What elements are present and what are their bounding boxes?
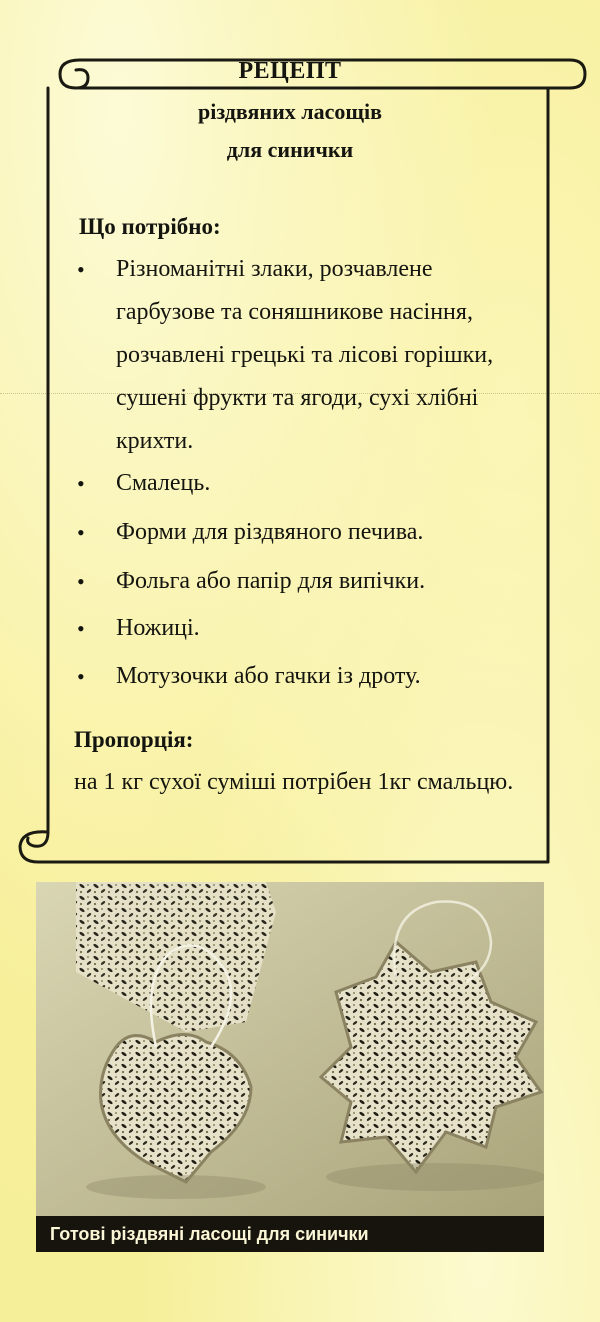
bullet-icon: • (77, 664, 85, 689)
ingredient-text: Різноманітні злаки, розчавлене гарбузове та соняшникове насіння, розчавлені грецькі та лісові горішки, сушені фрукти та ягоди, сухі хлібні крихти. (116, 256, 494, 454)
recipe-title: РЕЦЕПТ (238, 58, 342, 84)
bullet-icon: • (77, 471, 85, 496)
ingredient-text: Ножиці. (116, 615, 200, 641)
bullet-icon: • (77, 569, 85, 594)
recipe-subtitle-line1: різдвяних ласощів (198, 99, 382, 124)
recipe-subtitle-line2: для синички (226, 137, 354, 162)
proportion-heading: Пропорція: (74, 727, 194, 752)
ingredient-text: Смалець. (116, 470, 211, 496)
bullet-icon: • (77, 257, 85, 282)
ingredient-text: Мотузочки або гачки із дроту. (116, 663, 421, 689)
bullet-icon: • (77, 520, 85, 545)
bullet-icon: • (77, 616, 85, 641)
treats-photo-image (36, 882, 544, 1216)
treats-photo (36, 882, 544, 1252)
ingredients-heading: Що потрібно: (79, 214, 221, 239)
photo-caption: Готові різдвяні ласощі для синички (36, 1216, 544, 1252)
ingredient-text: Фольга або папір для випічки. (116, 568, 426, 594)
ingredient-text: Форми для різдвяного печива. (116, 519, 424, 545)
proportion-text: на 1 кг сухої суміші потрібен 1кг смальцю. (74, 769, 514, 795)
